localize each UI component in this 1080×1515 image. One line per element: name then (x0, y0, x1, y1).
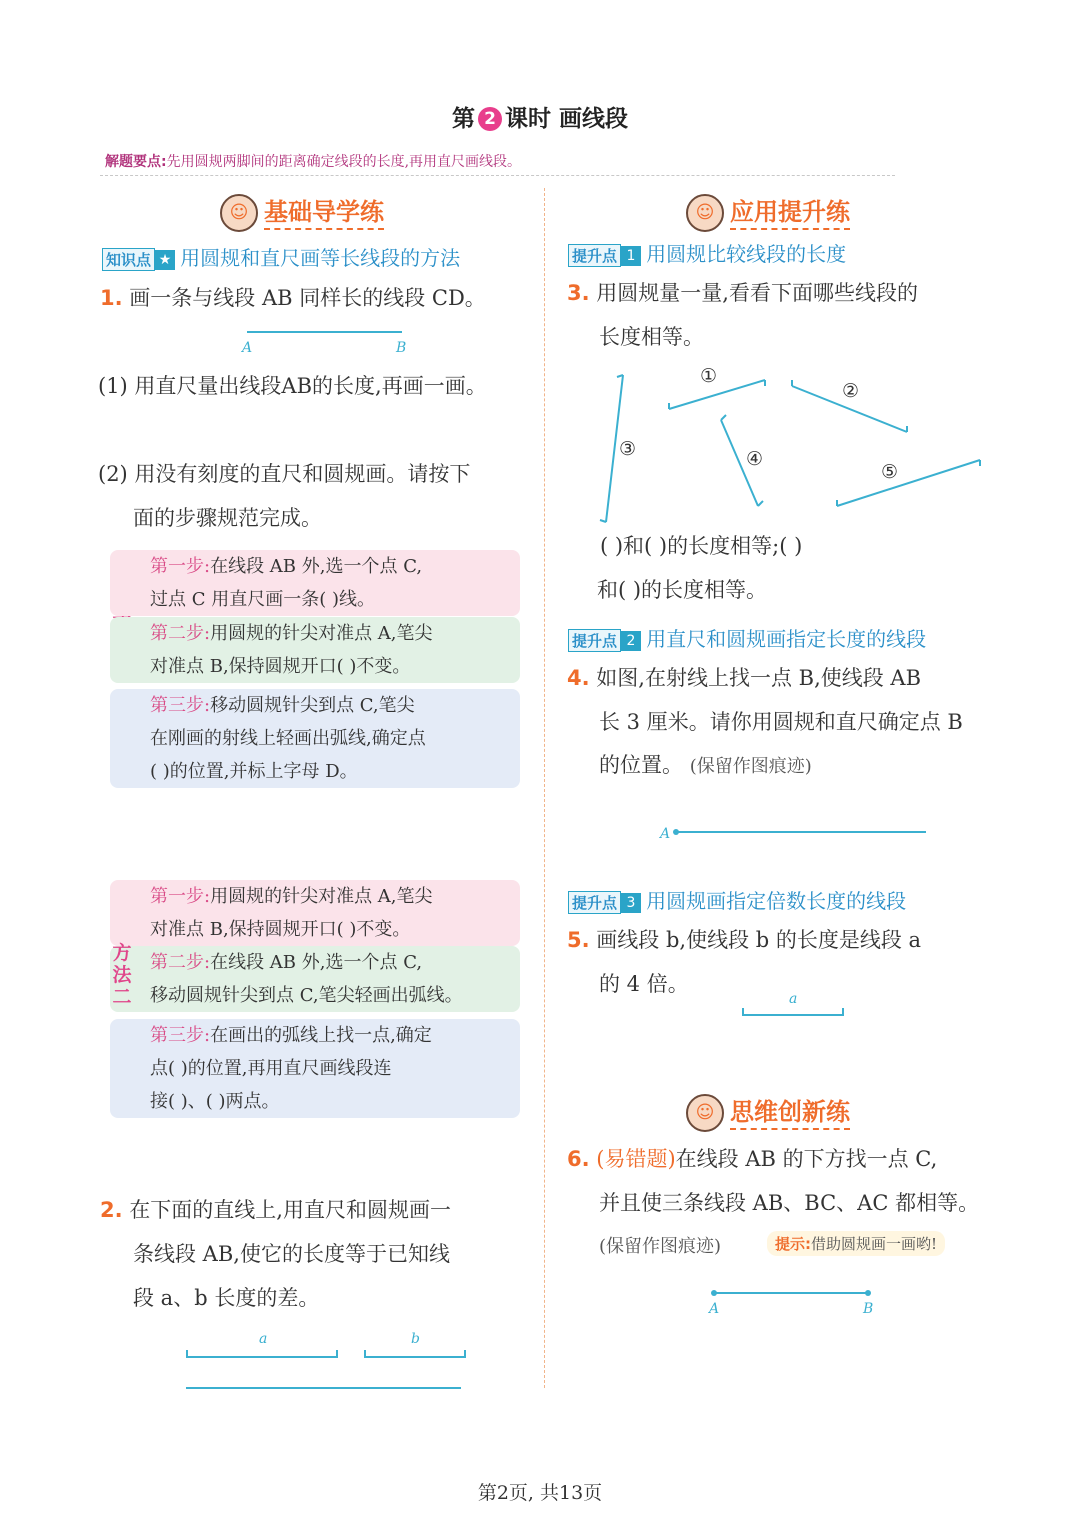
topic-number: 1 (621, 246, 641, 266)
question-3-answer-line1: ( )和( )的长度相等;( ) (600, 534, 803, 558)
segment-a (186, 1350, 338, 1358)
tip-text: 先用圆规两脚间的距离确定线段的长度,再用直尺画线段。 (166, 154, 522, 170)
question-text: 在线段 AB 的下方找一点 C, (675, 1147, 938, 1171)
page-number: 第2页, 共13页 (477, 1482, 603, 1504)
solving-tip (105, 151, 521, 171)
section-application (686, 192, 850, 232)
question-text: 画线段 b,使线段 b 的长度是线段 a (596, 928, 922, 952)
question-5 (567, 918, 921, 962)
student-avatar-icon: ☺ (220, 194, 258, 232)
question-2-line3: 段 a、b 长度的差。 (133, 1286, 320, 1310)
topic-3-header (568, 885, 906, 914)
point-b-label: B (396, 340, 407, 356)
step-text: 点( )的位置,再用直尺画线段连 (150, 1058, 392, 1079)
segment-b (364, 1350, 466, 1358)
question-4 (567, 656, 921, 700)
question-3-answer-line2: 和( )的长度相等。 (597, 578, 768, 602)
method-1-step-2 (110, 617, 520, 683)
step-title: 第三步: (150, 695, 211, 716)
section-application-title: 应用提升练 (730, 198, 850, 230)
tip-label: 解题要点: (105, 154, 167, 170)
step-text: 移动圆规针尖到点 C,笔尖 (210, 695, 415, 716)
step-text: ( )的位置,并标上字母 D。 (150, 761, 358, 782)
student-avatar-icon: ☺ (686, 1094, 724, 1132)
method-2-step-2 (110, 946, 520, 1012)
student-avatar-icon: ☺ (686, 194, 724, 232)
segment-b-label: b (411, 1331, 420, 1347)
knowledge-point-tag: 知识点 (102, 248, 155, 271)
label-4: ④ (746, 448, 764, 470)
question-number: 6. (567, 1147, 590, 1171)
title-prefix: 第 (451, 106, 475, 132)
section-creative-title: 思维创新练 (730, 1098, 850, 1130)
star-icon: ★ (155, 250, 175, 270)
hint-text: 借助圆规画一画哟! (811, 1235, 938, 1253)
step-text: 对准点 B,保持圆规开口( )不变。 (150, 919, 411, 940)
step-text: 接( )、( )两点。 (150, 1091, 280, 1112)
tip-divider (100, 175, 895, 176)
question-number: 3. (567, 281, 590, 305)
segment-a (742, 1008, 844, 1016)
method-1-step-1 (110, 550, 520, 616)
label-2: ② (842, 380, 860, 402)
segment-ab (247, 331, 402, 333)
question-3-line2: 长度相等。 (599, 325, 704, 349)
step-title: 第一步: (150, 886, 211, 907)
section-creative (686, 1092, 850, 1132)
step-title: 第二步: (150, 952, 211, 973)
label-3: ③ (619, 438, 637, 460)
question-1-part-2-line2: 面的步骤规范完成。 (133, 506, 322, 530)
question-5-line2: 的 4 倍。 (599, 972, 689, 996)
point-b-label: B (863, 1301, 874, 1317)
topic-tag: 提升点 (568, 891, 621, 914)
topic-2-header (568, 623, 926, 652)
question-number: 1. (100, 286, 123, 310)
topic-tag: 提升点 (568, 629, 621, 652)
question-1-part-1: (1) 用直尺量出线段AB的长度,再画一画。 (98, 374, 487, 398)
question-1-part-2-line1: (2) 用没有刻度的直尺和圆规画。请按下 (98, 462, 471, 486)
step-title: 第三步: (150, 1025, 211, 1046)
step-title: 第二步: (150, 623, 211, 644)
ray-from-a (676, 831, 926, 833)
question-4-line3 (599, 743, 812, 789)
point-b-dot (865, 1290, 871, 1296)
point-a-label: A (660, 826, 671, 842)
method-1-step-3 (110, 689, 520, 788)
segment-a-label: a (789, 991, 798, 1007)
label-1: ① (700, 365, 718, 387)
segment-ab (714, 1292, 868, 1294)
step-title: 第一步: (150, 556, 211, 577)
question-1 (100, 276, 486, 320)
question-number: 2. (100, 1198, 123, 1222)
note-text: (保留作图痕迹) (599, 1236, 722, 1257)
question-2-line2: 条线段 AB,使它的长度等于已知线 (133, 1242, 450, 1266)
knowledge-point-header (102, 242, 460, 271)
point-a-label: A (709, 1301, 720, 1317)
topic-1-header (568, 238, 846, 267)
question-6 (567, 1137, 937, 1181)
question-text: 用圆规量一量,看看下面哪些线段的 (596, 281, 918, 305)
knowledge-point-text: 用圆规和直尺画等长线段的方法 (180, 246, 461, 270)
step-text: 移动圆规针尖到点 C,笔尖轻画出弧线。 (150, 985, 463, 1006)
topic-text: 用圆规比较线段的长度 (646, 242, 847, 266)
question-text: 如图,在射线上找一点 B,使线段 AB (596, 666, 922, 690)
column-divider (544, 188, 545, 1388)
note-text: (保留作图痕迹) (689, 756, 812, 777)
segment-a-label: a (259, 1331, 268, 1347)
step-text: 对准点 B,保持圆规开口( )不变。 (150, 656, 411, 677)
title-text: 课时 画线段 (504, 106, 628, 132)
topic-number: 2 (621, 631, 641, 651)
q3-segments-figure (595, 365, 995, 535)
topic-number: 3 (621, 893, 641, 913)
question-text: 画一条与线段 AB 同样长的线段 CD。 (129, 286, 486, 310)
step-text: 在线段 AB 外,选一个点 C, (210, 952, 423, 973)
hint-box (767, 1231, 945, 1256)
topic-text: 用圆规画指定倍数长度的线段 (646, 889, 907, 913)
answer-line (186, 1387, 461, 1389)
question-number: 4. (567, 666, 590, 690)
step-text: 在画出的弧线上找一点,确定 (210, 1025, 432, 1046)
section-basic-title: 基础导学练 (264, 198, 384, 230)
step-text: 在刚画的射线上轻画出弧线,确定点 (150, 728, 426, 749)
method-2-step-3 (110, 1019, 520, 1118)
step-text: 用圆规的针尖对准点 A,笔尖 (210, 623, 433, 644)
question-text: 在下面的直线上,用直尺和圆规画一 (129, 1198, 451, 1222)
question-4-line2: 长 3 厘米。请你用圆规和直尺确定点 B (599, 710, 963, 734)
hint-label: 提示: (775, 1235, 811, 1253)
segment-5 (837, 460, 980, 506)
section-basic (220, 192, 384, 232)
method-2-label: 方法二 (112, 942, 132, 1008)
label-5: ⑤ (881, 461, 899, 483)
question-text: 的位置。 (599, 753, 683, 777)
point-a-label: A (242, 340, 253, 356)
method-2-step-1 (110, 880, 520, 946)
topic-text: 用直尺和圆规画指定长度的线段 (646, 627, 927, 651)
page-title (0, 100, 1080, 133)
question-3 (567, 271, 918, 315)
step-text: 在线段 AB 外,选一个点 C, (210, 556, 423, 577)
step-text: 用圆规的针尖对准点 A,笔尖 (210, 886, 433, 907)
question-6-line2: 并且使三条线段 AB、BC、AC 都相等。 (599, 1191, 980, 1215)
step-text: 过点 C 用直尺画一条( )线。 (150, 589, 375, 610)
lesson-number-badge: 2 (478, 107, 502, 131)
question-2 (100, 1188, 451, 1232)
error-prone-tag: (易错题) (596, 1147, 676, 1171)
question-number: 5. (567, 928, 590, 952)
topic-tag: 提升点 (568, 244, 621, 267)
